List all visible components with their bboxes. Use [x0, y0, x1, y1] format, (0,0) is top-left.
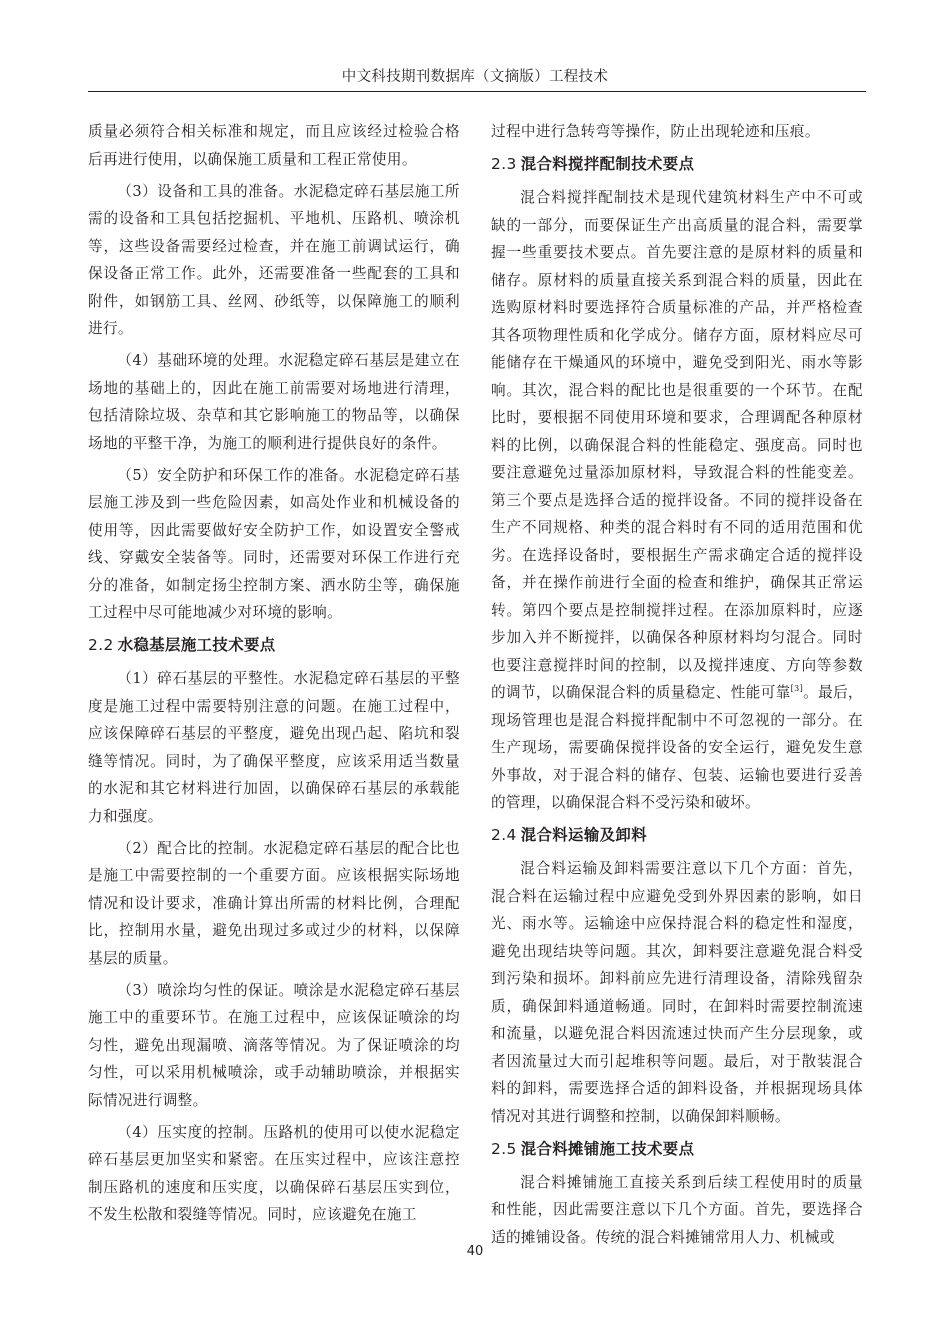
- section-title: 混合料运输及卸料: [520, 826, 648, 844]
- section-title: 水稳基层施工技术要点: [117, 636, 276, 654]
- paragraph: 混合料运输及卸料需要注意以下几个方面：首先，混合料在运输过程中应避免受到外界因素的影响，如日光、雨水等。运输途中应保持混合料的稳定性和湿度，避免出现结块等问题。其次，卸料要注意避免混合料受到污染和损坏。卸料前应先进行清理设备，清除残留杂质，确保卸料通道畅通。同时，在卸料时需要控制流速和流量，以避免混合料因流速过快而产生分层现象，或者因流量过大而引起堆积等问题。最后，对于散装混合料的卸料，需要选择合适的卸料设备，并根据现场具体情况对其进行调整和控制，以确保卸料顺畅。: [491, 860, 863, 1125]
- page-number: 40: [466, 1244, 484, 1259]
- section-number: 2.4: [491, 826, 517, 844]
- section-number: 2.2: [88, 636, 114, 654]
- citation-reference[interactable]: [3]: [790, 684, 804, 694]
- paragraph: （3）喷涂均匀性的保证。喷涂是水泥稳定碎石基层施工中的重要环节。在施工过程中，应该保证喷涂的均匀性，避免出现漏喷、滴落等情况。为了保证喷涂的均匀性，可以采用机械喷涂，或手动辅助喷涂，并根据实际情况进行调整。: [88, 981, 460, 1109]
- paragraph: 质量必须符合相关标准和规定，而且应该经过检验合格后再进行使用，以确保施工质量和工程正常使用。: [88, 123, 460, 168]
- paragraph: （4）压实度的控制。压路机的使用可以使水泥稳定碎石基层更加坚实和紧密。在压实过程中，应该注意控制压路机的速度和压实度，以确保碎石基层压实到位，不发生松散和裂缝等情况。同时，应该避免在施工: [88, 1123, 460, 1223]
- header-rule: [88, 91, 866, 92]
- paragraph: （1）碎石基层的平整性。水泥稳定碎石基层的平整度是施工过程中需要特别注意的问题。在施工过程中，应该保障碎石基层的平整度，避免出现凸起、陷坑和裂缝等情况。同时，为了确保平整度，应该采用适当数量的水泥和其它材料进行加固，以确保碎石基层的承载能力和强度。: [88, 670, 460, 825]
- section-title: 混合料摊铺施工技术要点: [520, 1139, 695, 1158]
- section-number: 2.3: [491, 155, 517, 173]
- paragraph: （5）安全防护和环保工作的准备。水泥稳定碎石基层施工涉及到一些危险因素，如高处作业和机械设备的使用等，因此需要做好安全防护工作，如设置安全警戒线、穿戴安全装备等。同时，还需要对环保工作进行充分的准备，如制定扬尘控制方案、洒水防尘等，确保施工过程中尽可能地减少对环境的影响。: [88, 466, 460, 621]
- paragraph: 混合料摊铺施工直接关系到后续工程使用时的质量和性能，因此需要注意以下几个方面。首先，要选择合适的摊铺设备。传统的混合料摊铺常用人力、机械或: [491, 1173, 863, 1246]
- paragraph: [491, 184, 863, 817]
- paragraph-text: 。最后，现场管理也是混合料搅拌配制中不可忽视的一部分。在生产现场，需要确保搅拌设备的安全运行，避免发生意外事故，对于混合料的储存、包装、运输也要进行妥善的管理，以确保混合料不受污染和破坏。: [491, 684, 863, 811]
- section-heading-2-4: [491, 821, 863, 850]
- section-heading-2-3: [491, 150, 863, 179]
- section-number: 2.5: [491, 1139, 517, 1158]
- left-column: [88, 118, 460, 1233]
- paragraph-text: 混合料搅拌配制技术是现代建筑材料生产中不可或缺的一部分，而要保证生产出高质量的混合料，需要掌握一些重要技术要点。首先要注意的是原材料的质量和储存。原材料的质量直接关系到混合料的质量，因此在选购原材料时要选择符合质量标准的产品，并严格检查其各项物理性质和化学成分。储存方面，原材料应尽可能储存在干燥通风的环境中，避免受到阳光、雨水等影响。其次，混合料的配比也是很重要的一个环节。在配比时，要根据不同使用环境和要求，合理调配各种原材料的比例，以确保混合料的性能稳定、强度高。同时也要注意避免过量添加原材料，导致混合料的性能变差。第三个要点是选择合适的搅拌设备。不同的搅拌设备在生产不同规格、种类的混合料时有不同的适用范围和优劣。在选择设备时，要根据生产需求确定合适的搅拌设备，并在操作前进行全面的检查和维护，确保其正常运转。第四个要点是控制搅拌过程。在添加原料时，应逐步加入并不断搅拌，以确保各种原材料均匀混合。同时也要注意搅拌时间的控制，以及搅拌速度、方向等参数的调节，以确保混合料的质量稳定、性能可靠: [491, 189, 863, 701]
- paragraph: （3）设备和工具的准备。水泥稳定碎石基层施工所需的设备和工具包括挖掘机、平地机、压路机、喷涂机等，这些设备需要经过检查，并在施工前调试运行，确保设备正常工作。此外，还需要准备一些配套的工具和附件，如钢筋工具、丝网、砂纸等，以保障施工的顺利进行。: [88, 182, 460, 337]
- journal-header: 中文科技期刊数据库（文摘版）工程技术: [341, 69, 609, 85]
- section-title: 混合料搅拌配制技术要点: [520, 155, 695, 173]
- section-heading-2-5: [491, 1135, 863, 1164]
- paragraph: （2）配合比的控制。水泥稳定碎石基层的配合比也是施工中需要控制的一个重要方面。应该根据实际场地情况和设计要求，准确计算出所需的材料比例，合理配比，控制用水量，避免出现过多或过少的材料，以保障基层的质量。: [88, 839, 460, 967]
- section-heading-2-2: [88, 631, 460, 660]
- paragraph: （4）基础环境的处理。水泥稳定碎石基层是建立在场地的基础上的，因此在施工前需要对场地进行清理，包括清除垃圾、杂草和其它影响施工的物品等，以确保场地的平整干净，为施工的顺利进行提供良好的条件。: [88, 352, 460, 452]
- right-column: [491, 118, 863, 1256]
- paragraph: 过程中进行急转弯等操作，防止出现轮迹和压痕。: [491, 123, 820, 140]
